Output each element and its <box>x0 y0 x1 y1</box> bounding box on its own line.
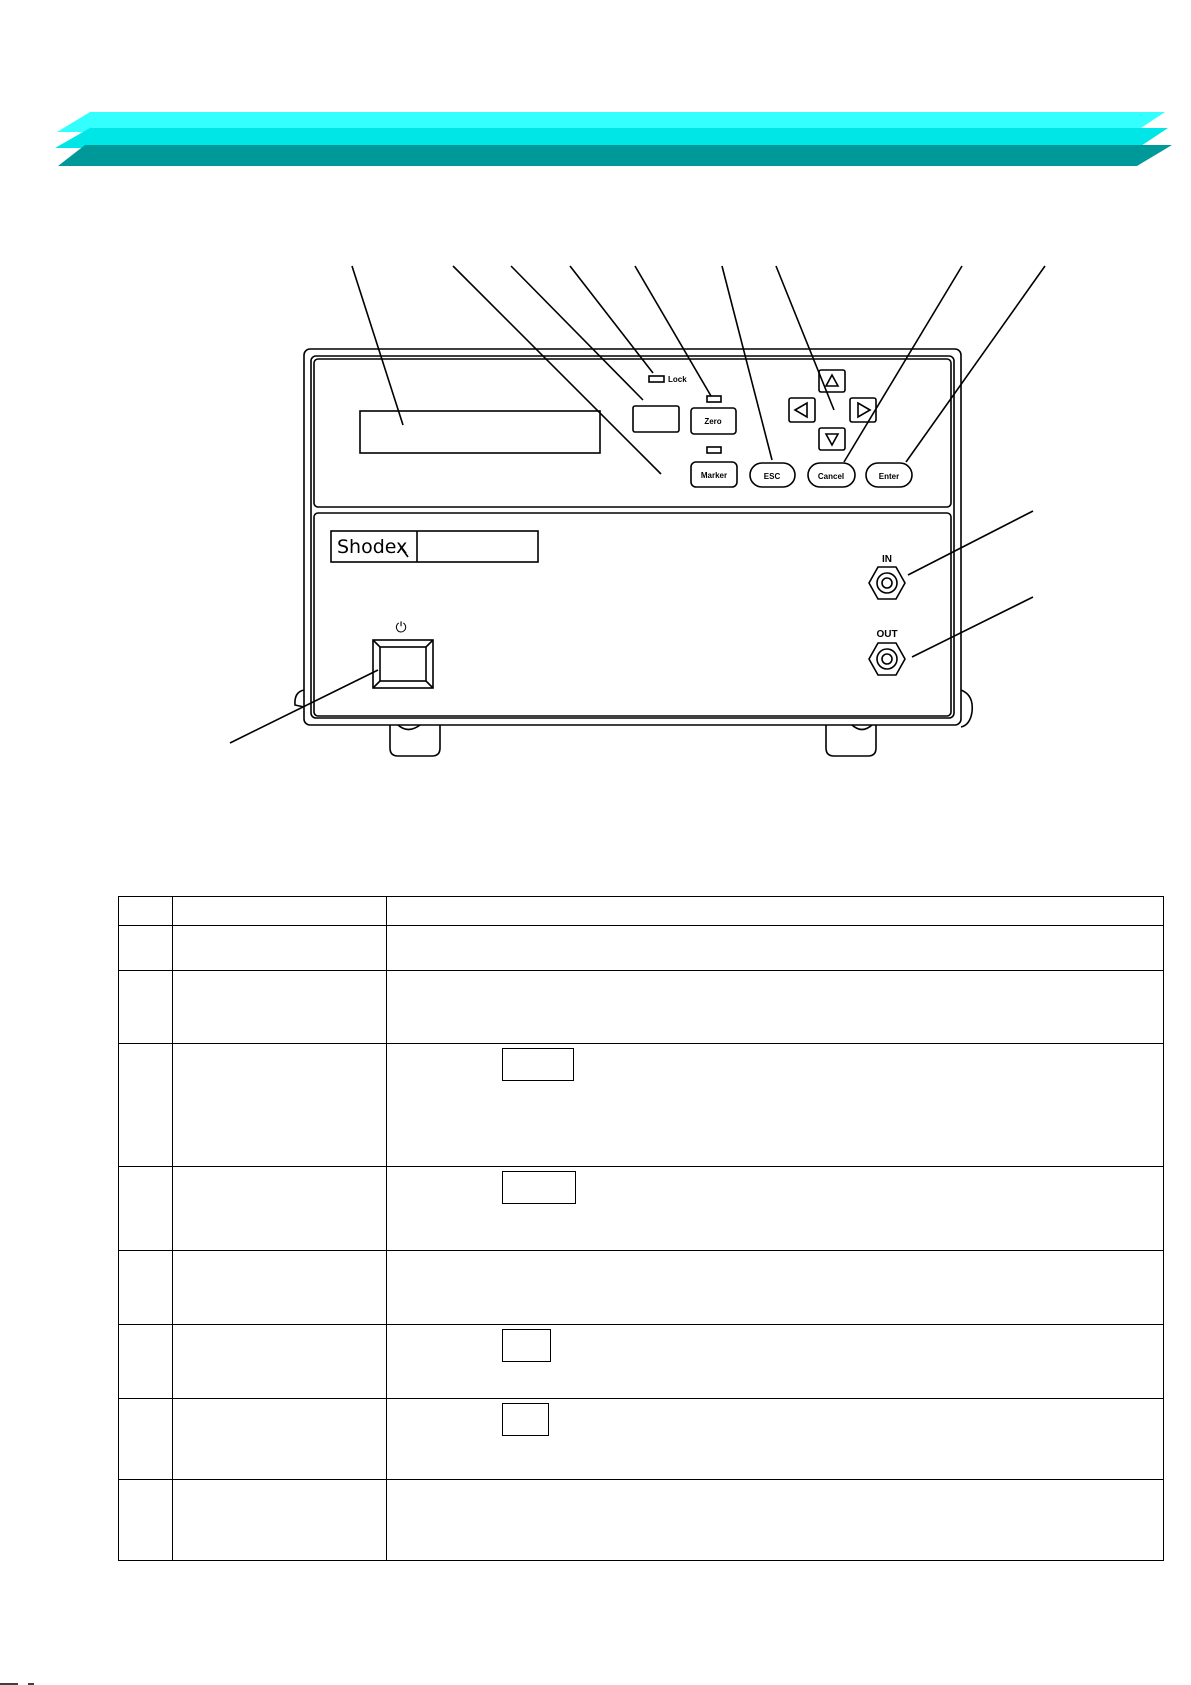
front-foot-right <box>826 725 876 756</box>
key-illustration-box <box>502 1329 551 1362</box>
lock-led <box>649 376 664 382</box>
leader-line-10 <box>908 511 1033 575</box>
marker-label: Marker <box>700 471 728 480</box>
zero-label: Zero <box>704 417 722 426</box>
page-edge-mark <box>0 1677 60 1685</box>
row-name <box>173 1251 387 1325</box>
in-port-fitting[interactable] <box>869 567 905 599</box>
arrow-down-icon <box>826 434 838 445</box>
table-row <box>119 1167 1164 1251</box>
table-row <box>119 1480 1164 1561</box>
device-front-panel-illustration <box>0 240 1191 780</box>
leader-line-1 <box>352 266 403 425</box>
arrow-left-icon <box>795 403 807 417</box>
out-port-hole <box>882 654 892 664</box>
power-switch-bevel <box>373 640 380 647</box>
leader-line-4 <box>570 266 653 373</box>
blank-key[interactable] <box>633 406 679 432</box>
power-switch-bevel <box>426 640 433 647</box>
table-row <box>119 1044 1164 1167</box>
cancel-label: Cancel <box>817 472 845 481</box>
row-name <box>173 1044 387 1167</box>
row-name <box>173 926 387 971</box>
arrow-left-button[interactable] <box>789 398 815 422</box>
row-no <box>119 1399 173 1480</box>
side-bump-right <box>961 690 972 727</box>
lower-panel <box>314 513 951 716</box>
in-port-hole <box>882 578 892 588</box>
row-desc <box>387 971 1164 1044</box>
power-switch-bevel <box>426 681 433 688</box>
banner-stripe-dark <box>58 145 1172 166</box>
header-no <box>119 897 173 926</box>
leader-line-6 <box>722 266 772 460</box>
row-desc <box>387 1480 1164 1561</box>
side-bump-left <box>295 690 304 707</box>
row-name <box>173 1480 387 1561</box>
row-desc <box>387 1044 1164 1167</box>
lcd-display <box>360 411 600 453</box>
row-name <box>173 1167 387 1251</box>
row-desc <box>387 926 1164 971</box>
row-name <box>173 1399 387 1480</box>
arrow-right-icon <box>858 403 870 417</box>
zero-led <box>707 396 721 402</box>
leader-line-2 <box>453 266 661 474</box>
table-row <box>119 1325 1164 1399</box>
row-name <box>173 971 387 1044</box>
row-no <box>119 1325 173 1399</box>
row-no <box>119 1167 173 1251</box>
row-name <box>173 1325 387 1399</box>
row-no <box>119 926 173 971</box>
leader-line-7 <box>776 266 834 410</box>
row-no <box>119 971 173 1044</box>
arrow-up-icon <box>826 375 838 386</box>
row-no <box>119 1044 173 1167</box>
row-desc <box>387 1251 1164 1325</box>
enter-label: Enter <box>878 472 900 481</box>
row-desc <box>387 1167 1164 1251</box>
out-port-label: OUT <box>876 629 898 640</box>
control-panel <box>314 359 951 507</box>
table-row <box>119 926 1164 971</box>
out-port-fitting[interactable] <box>869 643 905 675</box>
front-foot-left <box>390 725 440 756</box>
leader-line-9 <box>906 266 1045 462</box>
table-row <box>119 1399 1164 1480</box>
leader-line-8 <box>844 266 962 462</box>
key-illustration-box <box>502 1171 576 1204</box>
header-banner <box>0 100 1191 170</box>
shodex-logo: Shodex <box>337 536 408 558</box>
row-desc <box>387 1325 1164 1399</box>
parts-table <box>118 896 1164 1561</box>
key-illustration-box <box>502 1403 549 1436</box>
power-symbol: ⏻ <box>395 619 407 635</box>
marker-led <box>707 447 721 453</box>
out-port-ring <box>877 649 897 669</box>
arrow-right-button[interactable] <box>850 398 876 422</box>
in-port-label: IN <box>882 554 892 565</box>
in-port-ring <box>877 573 897 593</box>
power-switch-bevel <box>373 681 380 688</box>
arrow-down-button[interactable] <box>819 428 845 450</box>
row-no <box>119 1251 173 1325</box>
lock-label: Lock <box>668 375 687 384</box>
header-description <box>387 897 1164 926</box>
row-desc <box>387 1399 1164 1480</box>
power-switch-inner <box>380 647 426 681</box>
header-name <box>173 897 387 926</box>
table-row <box>119 1251 1164 1325</box>
table-header-row <box>119 897 1164 926</box>
leader-line-3 <box>511 266 643 400</box>
table-row <box>119 971 1164 1044</box>
row-no <box>119 1480 173 1561</box>
key-illustration-box <box>502 1048 574 1081</box>
leader-line-11 <box>912 597 1033 657</box>
esc-label: ESC <box>763 472 781 481</box>
